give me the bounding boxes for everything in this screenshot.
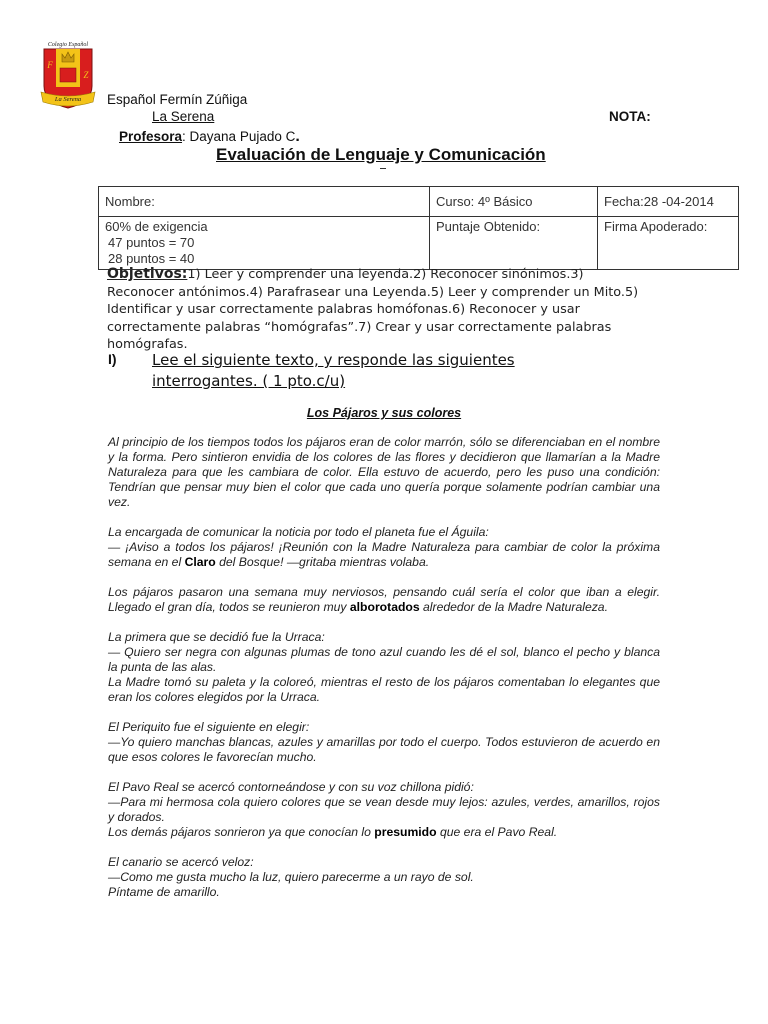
story-line: que era el Pavo Real. [436, 825, 558, 839]
teacher-label: Profesora [119, 129, 183, 144]
story-line: El Pavo Real se acercó contorneándose y con su voz chillona pidió: [108, 780, 474, 794]
objectives-text: 1) Leer y comprender una leyenda.2) Reconocer sinónimos.3) Reconocer antónimos.4) Parafrasear una Leyenda.5) Leer y comprender un Mito.5) Identificar y usar correctamente palabras homófonas.6) Reconocer y usar correctamente palabras “homógrafas”.7) Crear y usar correctamente palabras homógrafas. [107, 267, 639, 352]
story-body [108, 435, 660, 915]
story-paragraph [108, 720, 660, 765]
story-line: La primera que se decidió fue la Urraca: [108, 630, 325, 644]
section-instruction: Lee el siguiente texto, y responde las siguientes interrogantes. ( 1 pto.c/u) [152, 351, 515, 390]
teacher-dot: . [295, 128, 300, 145]
story-paragraph [108, 780, 660, 840]
story-line: —Para mi hermosa cola quiero colores que se vean desde muy lejos: azules, verdes, amarillos, rojos y dorados. [108, 795, 660, 824]
exigencia-text: 60% de exigencia [105, 219, 208, 234]
logo-top-text: Colegio Español [47, 42, 89, 48]
story-title: Los Pájaros y sus colores [306, 406, 462, 420]
curso-cell: Curso: 4º Básico [430, 187, 598, 217]
story-paragraph [108, 525, 660, 570]
story-line: La Madre tomó su paleta y la coloreó, mientras el resto de los pájaros comentaban lo elegantes que eran los colores elegidos por la Urraca. [108, 675, 660, 704]
vocab-word: Claro [184, 555, 216, 569]
story-line: El canario se acercó veloz: [108, 855, 254, 869]
logo-ribbon-text: La Serena [54, 96, 82, 103]
story-line: Píntame de amarillo. [108, 885, 220, 899]
puntaje-cell[interactable]: Puntaje Obtenido: [430, 217, 598, 270]
school-logo [38, 40, 98, 112]
story-line: —Como me gusta mucho la luz, quiero parecerme a un rayo de sol. [108, 870, 474, 884]
firma-cell[interactable]: Firma Apoderado: [598, 217, 739, 270]
story-line: alrededor de la Madre Naturaleza. [419, 600, 608, 614]
story-paragraph [108, 630, 660, 705]
story-line: Los demás pájaros sonrieron ya que conocían lo [108, 825, 375, 839]
story-line: del Bosque! —gritaba mientras volaba. [215, 555, 430, 569]
story-line: —Yo quiero manchas blancas, azules y amarillas por todo el cuerpo. Todos estuvieron de acuerdo en que esos colores le favorecían mucho. [108, 735, 660, 764]
story-line: Los pájaros pasaron una semana muy nerviosos, pensando cuál sería el color que iban a elegir. Llegado el gran día, todos se reunieron muy [108, 585, 660, 614]
title-dash [380, 168, 386, 169]
exigencia-cell [99, 217, 430, 270]
school-name: Español Fermín Zúñiga [107, 92, 248, 107]
teacher-line [119, 128, 300, 146]
vocab-word: presumido [374, 825, 437, 839]
logo-letter-z: Z [83, 70, 89, 80]
story-line: La encargada de comunicar la noticia por todo el planeta fue el Águila: [108, 525, 489, 539]
vocab-word: alborotados [349, 600, 420, 614]
nombre-cell[interactable]: Nombre: [99, 187, 430, 217]
nota-label: NOTA: [609, 109, 651, 124]
story-line: — Quiero ser negra con algunas plumas de tono azul cuando les dé el sol, blanco el pecho y blanca la punta de las alas. [108, 645, 660, 674]
student-info-table [98, 186, 739, 270]
teacher-name: : Dayana Pujado C [182, 129, 296, 144]
fecha-cell: Fecha:28 -04-2014 [598, 187, 739, 217]
story-paragraph [108, 585, 660, 615]
story-paragraph [108, 855, 660, 900]
logo-letter-f: F [47, 60, 53, 70]
story-paragraph: Al principio de los tiempos todos los pájaros eran de color marrón, sólo se diferenciaban en el nombre y la forma. Pero sintieron envidia de los colores de las flores y decidieron que llamarían a la Madre Naturaleza para que les cambiara de color. Ella estuvo de acuerdo, pero les puso una condición: Tendrían que pensar muy bien el color que cada uno quería porque solamente podrían cambiar una vez. [108, 435, 660, 509]
city-name: La Serena [152, 109, 215, 124]
objectives [107, 266, 647, 354]
puntos-40: 28 puntos = 40 [108, 251, 195, 266]
puntos-70: 47 puntos = 70 [108, 235, 195, 250]
story-line: — ¡Aviso a todos los pájaros! ¡Reunión con la Madre Naturaleza para cambiar de color la próxima semana en el [108, 540, 660, 569]
section-number: I) [108, 351, 117, 367]
story-line: El Periquito fue el siguiente en elegir: [108, 720, 310, 734]
page-title: Evaluación de Lenguaje y Comunicación [216, 145, 546, 164]
objectives-label: Objetivos: [107, 266, 188, 282]
